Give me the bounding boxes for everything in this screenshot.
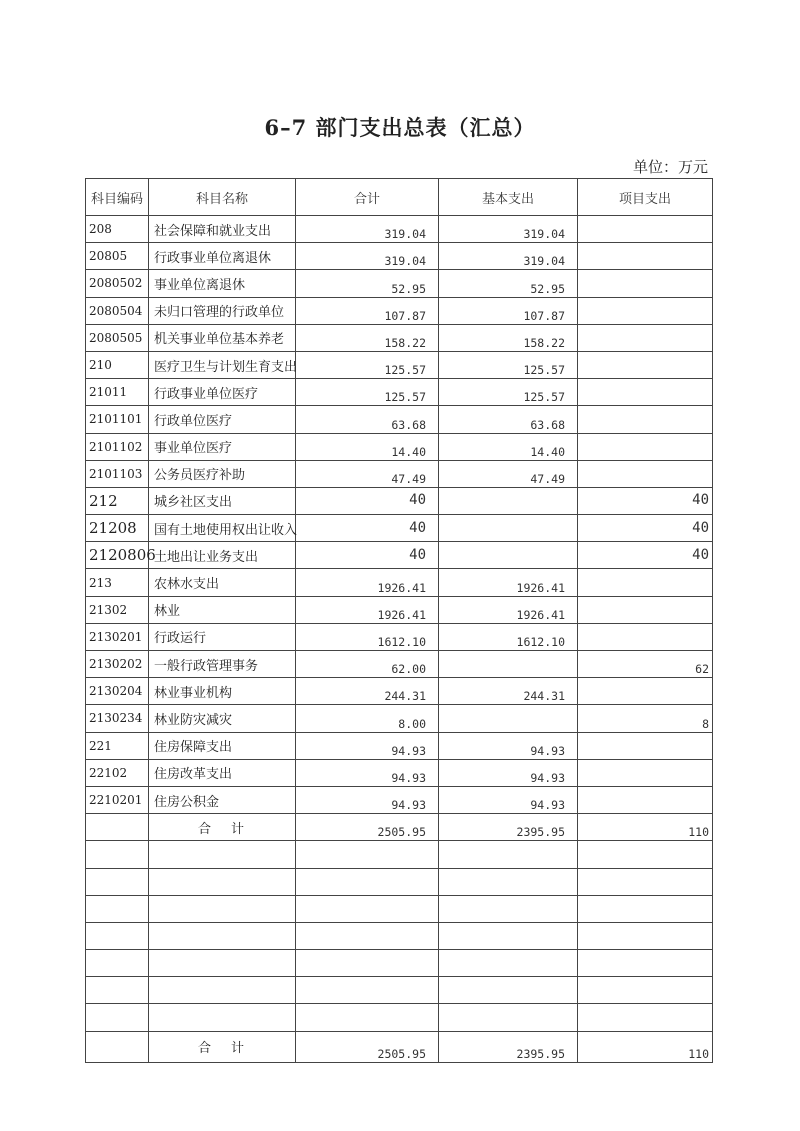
table-header-row — [86, 179, 713, 216]
row-total: 1926.41 — [296, 596, 439, 623]
empty-cell — [439, 895, 578, 922]
row-project — [578, 460, 713, 487]
row-basic: 94.93 — [439, 732, 578, 759]
row-project — [578, 786, 713, 813]
row-name: 住房改革支出 — [149, 759, 296, 786]
row-code: 212 — [86, 487, 149, 514]
table-row — [86, 596, 713, 623]
row-project — [578, 759, 713, 786]
row-project — [578, 406, 713, 433]
row-name: 事业单位离退休 — [149, 270, 296, 297]
row-name: 行政事业单位离退休 — [149, 243, 296, 270]
grand-total-label — [149, 1031, 296, 1062]
row-total: 107.87 — [296, 297, 439, 324]
table-row — [86, 569, 713, 596]
empty-cell — [578, 950, 713, 977]
row-project — [578, 243, 713, 270]
table-row — [86, 487, 713, 514]
row-project — [578, 297, 713, 324]
row-total: 94.93 — [296, 759, 439, 786]
table-row — [86, 678, 713, 705]
row-project: 40 — [578, 542, 713, 569]
row-total: 40 — [296, 542, 439, 569]
empty-cell — [578, 868, 713, 895]
row-basic: 1926.41 — [439, 569, 578, 596]
row-name: 行政事业单位医疗 — [149, 379, 296, 406]
expenditure-table — [85, 178, 713, 1063]
empty-row — [86, 950, 713, 977]
grand-total-project: 110 — [578, 1031, 713, 1062]
row-total: 319.04 — [296, 243, 439, 270]
empty-cell — [578, 977, 713, 1004]
empty-cell — [578, 841, 713, 868]
subtotal-label-left: 合 — [197, 821, 213, 837]
empty-cell — [86, 841, 149, 868]
table-row — [86, 705, 713, 732]
row-basic: 14.40 — [439, 433, 578, 460]
subtotal-row — [86, 814, 713, 841]
header-project: 项目支出 — [578, 179, 713, 216]
page-title: 6–7 部门支出总表（汇总） — [264, 115, 536, 140]
row-basic: 47.49 — [439, 460, 578, 487]
row-project — [578, 732, 713, 759]
table-row — [86, 759, 713, 786]
row-project — [578, 216, 713, 243]
row-basic: 158.22 — [439, 324, 578, 351]
empty-cell — [296, 868, 439, 895]
subtotal-total: 2505.95 — [296, 814, 439, 841]
row-name: 林业 — [149, 596, 296, 623]
row-name: 社会保障和就业支出 — [149, 216, 296, 243]
table-row — [86, 651, 713, 678]
row-total: 14.40 — [296, 433, 439, 460]
empty-cell — [149, 922, 296, 949]
subtotal-label — [149, 814, 296, 841]
empty-cell — [86, 1004, 149, 1031]
row-code: 2080502 — [86, 270, 149, 297]
empty-row — [86, 922, 713, 949]
row-total: 40 — [296, 487, 439, 514]
row-total: 1612.10 — [296, 623, 439, 650]
row-name: 农林水支出 — [149, 569, 296, 596]
row-code: 210 — [86, 351, 149, 378]
row-code: 2130202 — [86, 651, 149, 678]
row-total: 40 — [296, 515, 439, 542]
subtotal-project: 110 — [578, 814, 713, 841]
row-project: 8 — [578, 705, 713, 732]
row-project — [578, 569, 713, 596]
empty-cell — [296, 977, 439, 1004]
row-project — [578, 433, 713, 460]
empty-cell — [439, 977, 578, 1004]
empty-cell — [86, 977, 149, 1004]
row-basic: 52.95 — [439, 270, 578, 297]
row-total: 94.93 — [296, 786, 439, 813]
empty-cell — [296, 841, 439, 868]
row-name: 住房公积金 — [149, 786, 296, 813]
grand-total-row — [86, 1031, 713, 1062]
row-basic: 125.57 — [439, 379, 578, 406]
table-row — [86, 406, 713, 433]
empty-cell — [149, 950, 296, 977]
empty-cell — [439, 922, 578, 949]
header-basic: 基本支出 — [439, 179, 578, 216]
row-basic: 107.87 — [439, 297, 578, 324]
row-code: 2080504 — [86, 297, 149, 324]
row-name: 一般行政管理事务 — [149, 651, 296, 678]
row-project: 40 — [578, 487, 713, 514]
empty-row — [86, 977, 713, 1004]
empty-cell — [439, 841, 578, 868]
row-name: 林业防灾减灾 — [149, 705, 296, 732]
row-total: 158.22 — [296, 324, 439, 351]
row-code: 2210201 — [86, 786, 149, 813]
row-basic: 1926.41 — [439, 596, 578, 623]
row-total: 47.49 — [296, 460, 439, 487]
table-row — [86, 515, 713, 542]
row-basic: 244.31 — [439, 678, 578, 705]
row-name: 机关事业单位基本养老 — [149, 324, 296, 351]
row-name: 林业事业机构 — [149, 678, 296, 705]
row-code: 2101102 — [86, 433, 149, 460]
empty-cell — [86, 950, 149, 977]
grand-total-label-left: 合 — [197, 1041, 213, 1057]
grand-total-code-cell — [86, 1031, 149, 1062]
row-total: 125.57 — [296, 351, 439, 378]
row-total: 63.68 — [296, 406, 439, 433]
row-code: 20805 — [86, 243, 149, 270]
row-code: 213 — [86, 569, 149, 596]
empty-cell — [149, 841, 296, 868]
row-total: 94.93 — [296, 732, 439, 759]
empty-cell — [86, 895, 149, 922]
row-code: 2101103 — [86, 460, 149, 487]
table-row — [86, 324, 713, 351]
row-code: 2080505 — [86, 324, 149, 351]
empty-cell — [149, 1004, 296, 1031]
row-project: 40 — [578, 515, 713, 542]
row-code: 2101101 — [86, 406, 149, 433]
row-basic: 319.04 — [439, 216, 578, 243]
empty-row — [86, 841, 713, 868]
header-code: 科目编码 — [86, 179, 149, 216]
row-project — [578, 596, 713, 623]
empty-cell — [86, 868, 149, 895]
row-code: 208 — [86, 216, 149, 243]
empty-cell — [578, 895, 713, 922]
row-name: 未归口管理的行政单位 — [149, 297, 296, 324]
row-name: 住房保障支出 — [149, 732, 296, 759]
row-code: 2130204 — [86, 678, 149, 705]
row-basic — [439, 651, 578, 678]
table-row — [86, 433, 713, 460]
table-row — [86, 460, 713, 487]
table-row — [86, 270, 713, 297]
empty-row — [86, 1004, 713, 1031]
row-code: 21011 — [86, 379, 149, 406]
row-total: 62.00 — [296, 651, 439, 678]
row-total: 1926.41 — [296, 569, 439, 596]
empty-cell — [296, 922, 439, 949]
table-row — [86, 542, 713, 569]
table-row — [86, 243, 713, 270]
grand-total-total: 2505.95 — [296, 1031, 439, 1062]
row-project — [578, 270, 713, 297]
row-basic: 1612.10 — [439, 623, 578, 650]
row-name: 事业单位医疗 — [149, 433, 296, 460]
row-basic: 63.68 — [439, 406, 578, 433]
row-code: 21208 — [86, 515, 149, 542]
table-row — [86, 379, 713, 406]
row-project — [578, 324, 713, 351]
empty-row — [86, 868, 713, 895]
row-basic: 94.93 — [439, 759, 578, 786]
header-name: 科目名称 — [149, 179, 296, 216]
grand-total-label-right: 计 — [231, 1041, 247, 1057]
empty-cell — [149, 895, 296, 922]
unit-label: 单位：万元 — [632, 158, 708, 176]
row-name: 行政单位医疗 — [149, 406, 296, 433]
row-code: 22102 — [86, 759, 149, 786]
row-name: 行政运行 — [149, 623, 296, 650]
row-code: 2130201 — [86, 623, 149, 650]
empty-cell — [439, 868, 578, 895]
row-basic: 94.93 — [439, 786, 578, 813]
row-basic — [439, 542, 578, 569]
empty-cell — [296, 950, 439, 977]
row-project: 62 — [578, 651, 713, 678]
row-name: 医疗卫生与计划生育支出 — [149, 351, 296, 378]
row-project — [578, 379, 713, 406]
subtotal-label-right: 计 — [231, 821, 247, 837]
row-basic: 319.04 — [439, 243, 578, 270]
row-name: 公务员医疗补助 — [149, 460, 296, 487]
subtotal-basic: 2395.95 — [439, 814, 578, 841]
table-row — [86, 732, 713, 759]
empty-cell — [149, 977, 296, 1004]
row-code: 2130234 — [86, 705, 149, 732]
row-total: 244.31 — [296, 678, 439, 705]
table-row — [86, 216, 713, 243]
row-basic: 125.57 — [439, 351, 578, 378]
row-name: 土地出让业务支出 — [149, 542, 296, 569]
empty-cell — [439, 1004, 578, 1031]
row-code: 21302 — [86, 596, 149, 623]
empty-cell — [578, 1004, 713, 1031]
subtotal-code-cell — [86, 814, 149, 841]
row-total: 125.57 — [296, 379, 439, 406]
row-name: 国有土地使用权出让收入 — [149, 515, 296, 542]
table-row — [86, 786, 713, 813]
row-project — [578, 678, 713, 705]
empty-cell — [86, 922, 149, 949]
empty-cell — [296, 1004, 439, 1031]
row-basic — [439, 515, 578, 542]
empty-row — [86, 895, 713, 922]
row-basic — [439, 705, 578, 732]
empty-cell — [296, 895, 439, 922]
row-name: 城乡社区支出 — [149, 487, 296, 514]
header-total: 合计 — [296, 179, 439, 216]
row-basic — [439, 487, 578, 514]
row-code: 2120806 — [86, 542, 149, 569]
grand-total-basic: 2395.95 — [439, 1031, 578, 1062]
empty-cell — [149, 868, 296, 895]
row-total: 8.00 — [296, 705, 439, 732]
table-row — [86, 623, 713, 650]
row-project — [578, 623, 713, 650]
row-total: 52.95 — [296, 270, 439, 297]
table-row — [86, 297, 713, 324]
empty-cell — [439, 950, 578, 977]
table-row — [86, 351, 713, 378]
row-project — [578, 351, 713, 378]
row-code: 221 — [86, 732, 149, 759]
empty-cell — [578, 922, 713, 949]
row-total: 319.04 — [296, 216, 439, 243]
